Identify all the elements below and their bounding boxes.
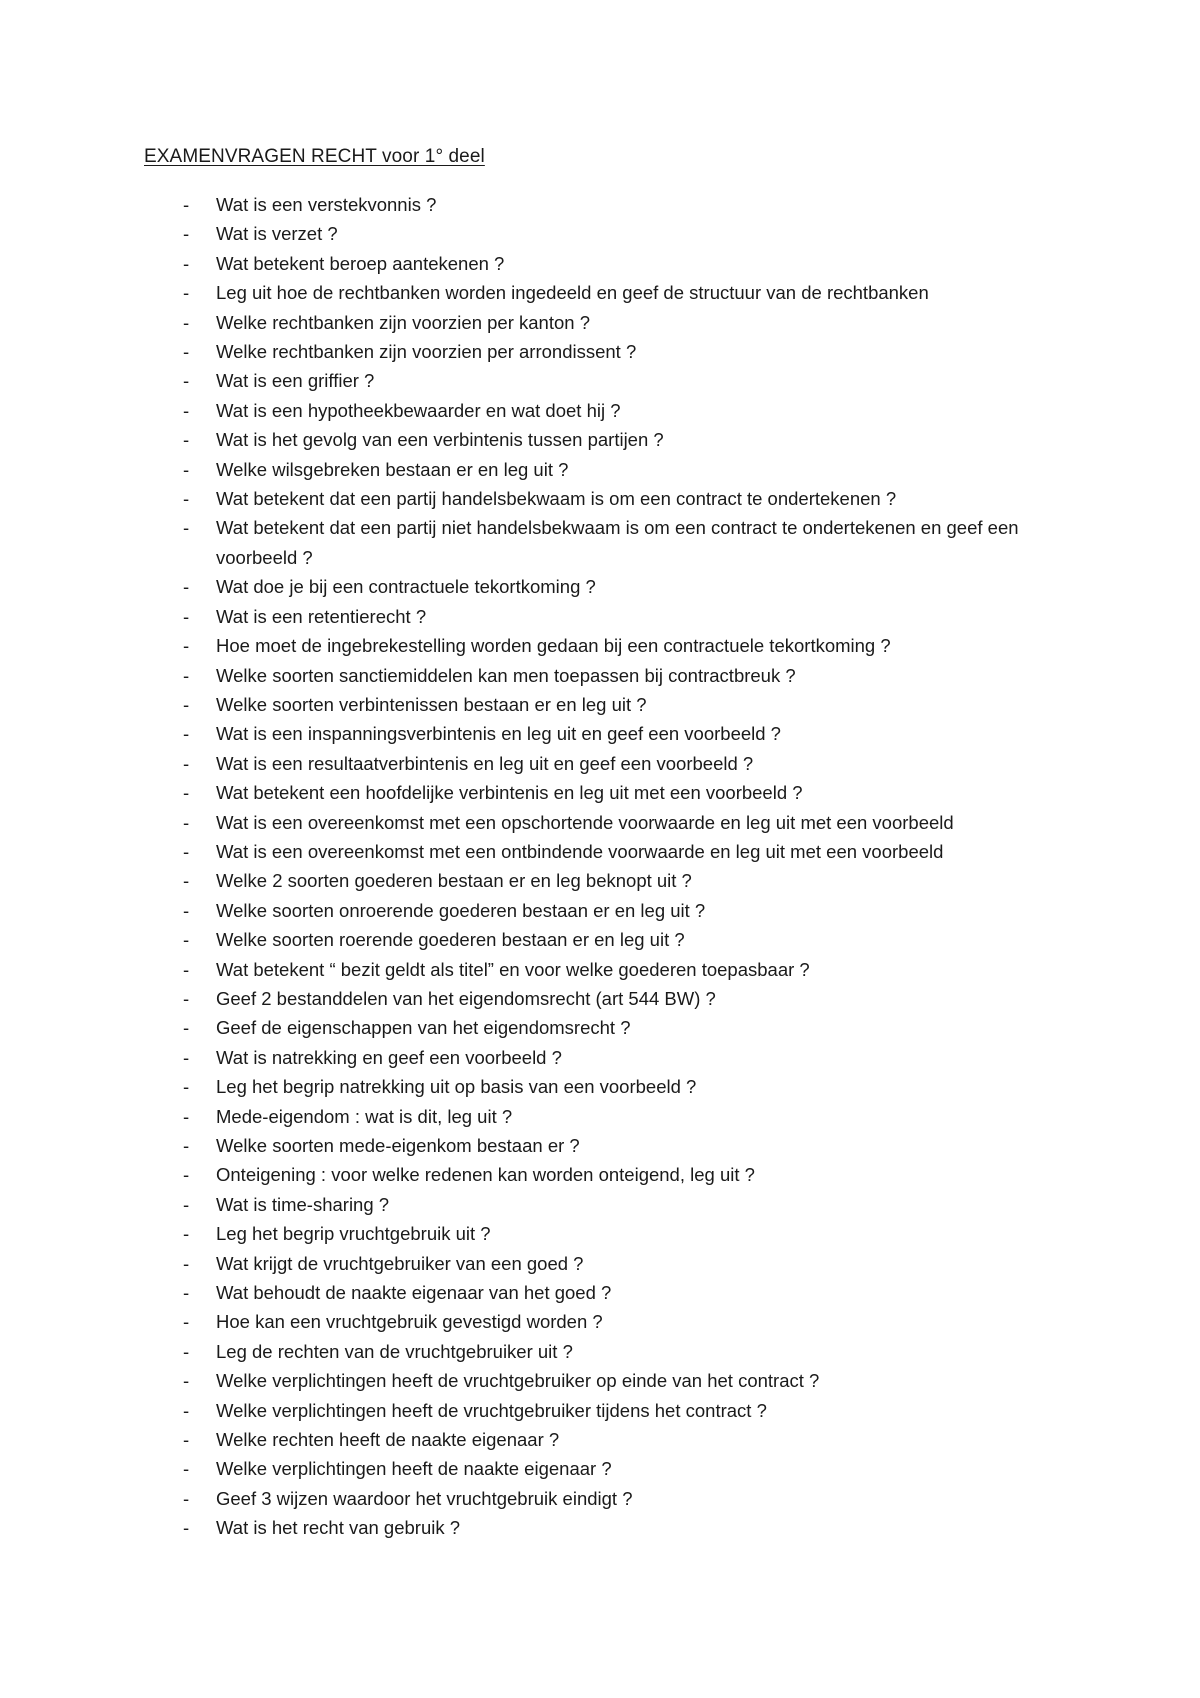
question-item bbox=[0, 1425, 1200, 1454]
question-text: Leg het begrip vruchtgebruik uit ? bbox=[216, 1223, 491, 1245]
question-item bbox=[0, 572, 1200, 601]
question-item bbox=[0, 1307, 1200, 1336]
question-text: Welke soorten verbintenissen bestaan er en leg uit ? bbox=[216, 693, 647, 715]
question-text: Wat is een griffier ? bbox=[216, 370, 375, 392]
question-item bbox=[0, 1278, 1200, 1307]
bullet-dash: - bbox=[183, 693, 190, 715]
question-text: Wat is time-sharing ? bbox=[216, 1193, 390, 1215]
question-item bbox=[0, 1249, 1200, 1278]
bullet-dash: - bbox=[183, 194, 190, 215]
question-item bbox=[0, 749, 1200, 778]
bullet-dash: - bbox=[183, 1487, 190, 1509]
question-item bbox=[0, 1366, 1200, 1395]
bullet-dash: - bbox=[183, 870, 190, 892]
bullet-dash: - bbox=[183, 1517, 190, 1539]
question-text: Welke wilsgebreken bestaan er en leg uit ? bbox=[216, 458, 569, 480]
question-item bbox=[0, 190, 1200, 219]
question-text: Onteigening : voor welke redenen kan worden onteigend, leg uit ? bbox=[216, 1164, 755, 1186]
question-item bbox=[0, 1131, 1200, 1160]
question-text: Wat is verzet ? bbox=[216, 223, 338, 245]
bullet-dash: - bbox=[183, 1340, 190, 1362]
question-text: Wat betekent dat een partij handelsbekwaam is om een contract te ondertekenen ? bbox=[216, 488, 897, 510]
bullet-dash: - bbox=[183, 782, 190, 804]
question-text: Hoe moet de ingebrekestelling worden gedaan bij een contractuele tekortkoming ? bbox=[216, 635, 891, 657]
bullet-dash: - bbox=[183, 899, 190, 921]
question-text: Wat is een verstekvonnis ? bbox=[216, 194, 437, 215]
bullet-dash: - bbox=[183, 1399, 190, 1421]
question-item bbox=[0, 1513, 1200, 1542]
question-item bbox=[0, 808, 1200, 837]
question-text: Wat betekent “ bezit geldt als titel” en voor welke goederen toepasbaar ? bbox=[216, 958, 810, 980]
question-item bbox=[0, 1043, 1200, 1072]
bullet-dash: - bbox=[183, 840, 190, 862]
bullet-dash: - bbox=[183, 1282, 190, 1304]
question-text: Welke verplichtingen heeft de vruchtgebruiker tijdens het contract ? bbox=[216, 1399, 767, 1421]
question-item bbox=[0, 778, 1200, 807]
question-item bbox=[0, 1013, 1200, 1042]
bullet-dash: - bbox=[183, 1193, 190, 1215]
question-text: Leg uit hoe de rechtbanken worden ingedeeld en geef de structuur van de rechtbanken bbox=[216, 282, 929, 304]
question-item bbox=[0, 513, 1200, 572]
question-item bbox=[0, 1337, 1200, 1366]
question-text: Wat behoudt de naakte eigenaar van het goed ? bbox=[216, 1282, 612, 1304]
question-item bbox=[0, 1219, 1200, 1248]
question-text: Welke verplichtingen heeft de vruchtgebruiker op einde van het contract ? bbox=[216, 1370, 820, 1392]
bullet-dash: - bbox=[183, 517, 190, 539]
question-item bbox=[0, 690, 1200, 719]
bullet-dash: - bbox=[183, 429, 190, 451]
bullet-dash: - bbox=[183, 1429, 190, 1451]
bullet-dash: - bbox=[183, 1370, 190, 1392]
question-text: Wat is natrekking en geef een voorbeeld ? bbox=[216, 1046, 562, 1068]
question-item bbox=[0, 955, 1200, 984]
question-item bbox=[0, 1396, 1200, 1425]
question-item bbox=[0, 1160, 1200, 1189]
question-item bbox=[0, 866, 1200, 895]
question-item bbox=[0, 837, 1200, 866]
question-item bbox=[0, 308, 1200, 337]
question-text: Leg de rechten van de vruchtgebruiker uit ? bbox=[216, 1340, 573, 1362]
question-text: Welke rechten heeft de naakte eigenaar ? bbox=[216, 1429, 560, 1451]
question-text: Mede-eigendom : wat is dit, leg uit ? bbox=[216, 1105, 513, 1127]
question-text: Wat is een inspanningsverbintenis en leg uit en geef een voorbeeld ? bbox=[216, 723, 781, 745]
document-title: EXAMENVRAGEN RECHT voor 1° deel bbox=[144, 146, 485, 167]
bullet-dash: - bbox=[183, 488, 190, 510]
bullet-dash: - bbox=[183, 1076, 190, 1098]
question-item bbox=[0, 925, 1200, 954]
question-item bbox=[0, 1484, 1200, 1513]
bullet-dash: - bbox=[183, 223, 190, 245]
question-item bbox=[0, 1072, 1200, 1101]
question-item bbox=[0, 1454, 1200, 1483]
bullet-dash: - bbox=[183, 341, 190, 363]
question-item bbox=[0, 896, 1200, 925]
question-item bbox=[0, 249, 1200, 278]
question-item bbox=[0, 719, 1200, 748]
bullet-dash: - bbox=[183, 723, 190, 745]
bullet-dash: - bbox=[183, 1458, 190, 1480]
question-text: Welke soorten sanctiemiddelen kan men toepassen bij contractbreuk ? bbox=[216, 664, 796, 686]
question-text: Wat is een resultaatverbintenis en leg uit en geef een voorbeeld ? bbox=[216, 752, 754, 774]
bullet-dash: - bbox=[183, 1017, 190, 1039]
bullet-dash: - bbox=[183, 458, 190, 480]
question-text: Wat is een retentierecht ? bbox=[216, 605, 427, 627]
question-text: Welke soorten roerende goederen bestaan er en leg uit ? bbox=[216, 929, 685, 951]
bullet-dash: - bbox=[183, 635, 190, 657]
question-item bbox=[0, 1102, 1200, 1131]
bullet-dash: - bbox=[183, 811, 190, 833]
question-text: Wat is het gevolg van een verbintenis tussen partijen ? bbox=[216, 429, 664, 451]
bullet-dash: - bbox=[183, 370, 190, 392]
bullet-dash: - bbox=[183, 1105, 190, 1127]
bullet-dash: - bbox=[183, 929, 190, 951]
question-text: Geef de eigenschappen van het eigendomsrecht ? bbox=[216, 1017, 631, 1039]
bullet-dash: - bbox=[183, 664, 190, 686]
bullet-dash: - bbox=[183, 752, 190, 774]
question-text: Welke rechtbanken zijn voorzien per arrondissent ? bbox=[216, 341, 637, 363]
question-text: Leg het begrip natrekking uit op basis van een voorbeeld ? bbox=[216, 1076, 697, 1098]
bullet-dash: - bbox=[183, 987, 190, 1009]
question-text: Wat is een hypotheekbewaarder en wat doet hij ? bbox=[216, 399, 621, 421]
question-text: Wat betekent dat een partij niet handelsbekwaam is om een contract te ondertekenen en geef een voorbeeld ? bbox=[216, 517, 1019, 568]
question-item bbox=[0, 396, 1200, 425]
question-text: Welke rechtbanken zijn voorzien per kanton ? bbox=[216, 311, 590, 333]
question-item bbox=[0, 661, 1200, 690]
bullet-dash: - bbox=[183, 576, 190, 598]
bullet-dash: - bbox=[183, 1223, 190, 1245]
question-text: Wat krijgt de vruchtgebruiker van een goed ? bbox=[216, 1252, 584, 1274]
question-item bbox=[0, 455, 1200, 484]
question-text: Wat doe je bij een contractuele tekortkoming ? bbox=[216, 576, 596, 598]
question-item bbox=[0, 984, 1200, 1013]
bullet-dash: - bbox=[183, 605, 190, 627]
question-text: Wat is een overeenkomst met een ontbindende voorwaarde en leg uit met een voorbeeld bbox=[216, 840, 944, 862]
question-text: Welke soorten mede-eigenkom bestaan er ? bbox=[216, 1135, 580, 1156]
question-item bbox=[0, 425, 1200, 454]
bullet-dash: - bbox=[183, 1046, 190, 1068]
question-text: Wat betekent beroep aantekenen ? bbox=[216, 252, 505, 274]
question-item bbox=[0, 337, 1200, 366]
bullet-dash: - bbox=[183, 1311, 190, 1333]
question-text: Geef 2 bestanddelen van het eigendomsrecht (art 544 BW) ? bbox=[216, 987, 716, 1009]
bullet-dash: - bbox=[183, 282, 190, 304]
question-item bbox=[0, 1190, 1200, 1219]
bullet-dash: - bbox=[183, 399, 190, 421]
bullet-dash: - bbox=[183, 1135, 190, 1156]
question-text: Welke soorten onroerende goederen bestaan er en leg uit ? bbox=[216, 899, 706, 921]
question-text: Wat is een overeenkomst met een opschortende voorwaarde en leg uit met een voorbeeld bbox=[216, 811, 954, 833]
question-item bbox=[0, 219, 1200, 248]
question-item bbox=[0, 278, 1200, 307]
bullet-dash: - bbox=[183, 958, 190, 980]
question-item bbox=[0, 484, 1200, 513]
question-item bbox=[0, 631, 1200, 660]
bullet-dash: - bbox=[183, 252, 190, 274]
question-text: Welke 2 soorten goederen bestaan er en leg beknopt uit ? bbox=[216, 870, 692, 892]
bullet-dash: - bbox=[183, 1164, 190, 1186]
question-text: Geef 3 wijzen waardoor het vruchtgebruik eindigt ? bbox=[216, 1487, 633, 1509]
bullet-dash: - bbox=[183, 1252, 190, 1274]
question-text: Welke verplichtingen heeft de naakte eigenaar ? bbox=[216, 1458, 612, 1480]
question-text: Wat betekent een hoofdelijke verbintenis en leg uit met een voorbeeld ? bbox=[216, 782, 803, 804]
question-text: Wat is het recht van gebruik ? bbox=[216, 1517, 461, 1539]
question-text: Hoe kan een vruchtgebruik gevestigd worden ? bbox=[216, 1311, 603, 1333]
question-item bbox=[0, 366, 1200, 395]
bullet-dash: - bbox=[183, 311, 190, 333]
question-item bbox=[0, 602, 1200, 631]
question-list bbox=[0, 190, 1200, 1543]
